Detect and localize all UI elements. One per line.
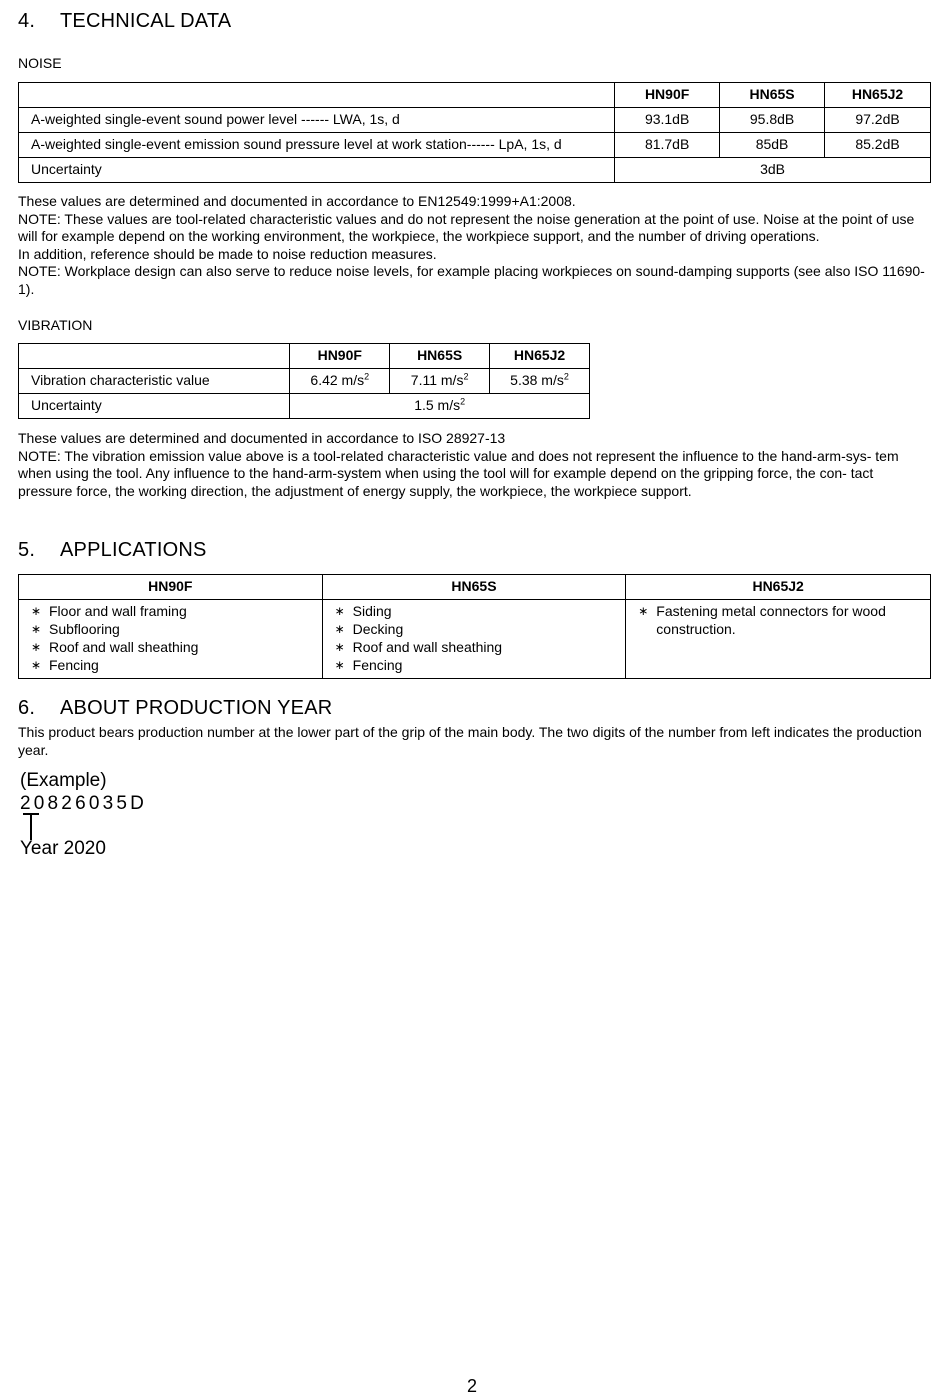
list-item xyxy=(31,602,310,620)
table-cell xyxy=(390,369,490,394)
asterisk-bullet-icon: ∗ xyxy=(31,658,42,672)
unit-exponent: 2 xyxy=(364,371,370,382)
table-header-row xyxy=(19,83,931,108)
example-label: (Example) xyxy=(20,770,107,791)
applications-table xyxy=(18,574,931,679)
note-paragraph: These values are determined and documented in accordance to EN12549:1999+A1:2008. xyxy=(18,193,576,209)
section-title: ABOUT PRODUCTION YEAR xyxy=(60,697,333,719)
section-4-heading xyxy=(18,10,232,32)
list-item-text: Roof and wall sheathing xyxy=(49,639,199,655)
table-cell: 93.1dB xyxy=(615,108,720,133)
table-header-cell: HN65J2 xyxy=(626,575,931,600)
vibration-table xyxy=(18,343,590,419)
section-5-heading xyxy=(18,539,207,561)
table-cell: 95.8dB xyxy=(720,108,825,133)
vibration-label: VIBRATION xyxy=(18,317,93,333)
section-number: 6. xyxy=(18,697,36,719)
applications-cell xyxy=(19,600,323,679)
row-label: A-weighted single-event emission sound pressure level at work station------ LpA, 1s, d xyxy=(19,133,615,158)
table-header-cell: HN65S xyxy=(322,575,626,600)
row-label: Vibration characteristic value xyxy=(19,369,290,394)
list-item-text: Roof and wall sheathing xyxy=(352,639,503,655)
table-cell: 85dB xyxy=(720,133,825,158)
section-title: TECHNICAL DATA xyxy=(60,10,232,32)
note-paragraph: NOTE: Workplace design can also serve to reduce noise levels, for example placing workpieces on sound-damping supports (see also ISO 11690-1). xyxy=(18,263,925,297)
asterisk-bullet-icon: ∗ xyxy=(638,604,649,618)
note-paragraph: These values are determined and documented in accordance to ISO 28927-13 xyxy=(18,430,506,446)
table-cell: 85.2dB xyxy=(825,133,931,158)
table-header-cell: HN65S xyxy=(390,344,490,369)
list-item xyxy=(335,602,614,620)
uncertainty-value: 3dB xyxy=(615,158,931,183)
table-row xyxy=(19,600,931,679)
asterisk-bullet-icon: ∗ xyxy=(334,604,345,618)
asterisk-bullet-icon: ∗ xyxy=(334,622,345,636)
list-item xyxy=(335,638,614,656)
asterisk-bullet-icon: ∗ xyxy=(31,622,42,636)
table-header-cell: HN65J2 xyxy=(490,344,590,369)
vibration-notes xyxy=(18,430,931,500)
unit-exponent: 2 xyxy=(563,371,569,382)
unit-exponent: 2 xyxy=(463,371,469,382)
table-header-empty xyxy=(19,83,615,108)
row-label: Uncertainty xyxy=(19,158,615,183)
table-header-cell: HN90F xyxy=(290,344,390,369)
list-item-text: Floor and wall framing xyxy=(49,603,187,619)
example-serial-number: 20826035D xyxy=(20,793,148,814)
section-number: 5. xyxy=(18,539,36,561)
cell-value: 5.38 m/s xyxy=(510,372,564,389)
list-item xyxy=(335,656,614,674)
application-list xyxy=(31,602,310,674)
note-paragraph: NOTE: These values are tool-related characteristic values and do not represent the noise generation at the point of use. Noise at the point of use will for example depend on the working environment, the workpiece, the workpiece support, and the number of driving operations. xyxy=(18,210,915,244)
table-header-cell: HN65J2 xyxy=(825,83,931,108)
list-item-text: Decking xyxy=(352,621,404,637)
note-paragraph: In addition, reference should be made to noise reduction measures. xyxy=(18,245,437,262)
section-number: 4. xyxy=(18,10,36,32)
table-cell xyxy=(490,369,590,394)
noise-notes xyxy=(18,193,931,298)
asterisk-bullet-icon: ∗ xyxy=(31,640,42,654)
row-label: Uncertainty xyxy=(19,394,290,419)
table-cell: 81.7dB xyxy=(615,133,720,158)
cell-value: 7.11 m/s xyxy=(410,372,464,389)
section-title: APPLICATIONS xyxy=(60,539,207,561)
applications-cell xyxy=(626,600,931,679)
unit-exponent: 2 xyxy=(460,396,466,407)
page-number: 2 xyxy=(467,1376,478,1396)
table-header-row xyxy=(19,344,590,369)
table-header-empty xyxy=(19,344,290,369)
note-paragraph: NOTE: The vibration emission value above is a tool-related characteristic value and does not represent the influence to the hand-arm-sys- tem when using the tool. Any influence to the hand-arm-system when using the tool will for example depend on the gripping force, the con- tact pressure force, the working direction, the adjustment of energy supply, the workpiece, the workpiece support. xyxy=(18,447,899,499)
section-6-heading xyxy=(18,697,333,719)
list-item-text: Subflooring xyxy=(49,621,120,637)
row-label: A-weighted single-event sound power level ------ LWA, 1s, d xyxy=(19,108,615,133)
table-header-cell: HN90F xyxy=(615,83,720,108)
asterisk-bullet-icon: ∗ xyxy=(31,604,42,618)
table-row xyxy=(19,133,931,158)
list-item xyxy=(335,620,614,638)
list-item xyxy=(31,620,310,638)
list-item-text: Fastening metal connectors for wood construction. xyxy=(656,603,886,637)
table-cell: 97.2dB xyxy=(825,108,931,133)
table-header-cell: HN65S xyxy=(720,83,825,108)
noise-label: NOISE xyxy=(18,55,62,71)
list-item xyxy=(31,638,310,656)
production-year-text: This product bears production number at the lower part of the grip of the main body. The two digits of the number from left indicates the production year. xyxy=(18,724,922,758)
asterisk-bullet-icon: ∗ xyxy=(334,640,345,654)
noise-table xyxy=(18,82,931,183)
table-row xyxy=(19,158,931,183)
cell-value: 1.5 m/s xyxy=(414,397,461,414)
year-indicator-marker xyxy=(23,812,39,840)
cell-value: 6.42 m/s xyxy=(310,372,365,389)
list-item-text: Fencing xyxy=(352,657,403,673)
list-item-text: Fencing xyxy=(49,657,99,673)
application-list xyxy=(638,602,918,638)
asterisk-bullet-icon: ∗ xyxy=(334,658,345,672)
application-list xyxy=(335,602,614,674)
list-item xyxy=(31,656,310,674)
table-header-cell: HN90F xyxy=(19,575,323,600)
list-item-text: Siding xyxy=(352,603,392,619)
table-header-row xyxy=(19,575,931,600)
table-row xyxy=(19,394,590,419)
table-row xyxy=(19,369,590,394)
list-item xyxy=(638,602,918,638)
applications-cell xyxy=(322,600,626,679)
table-row xyxy=(19,108,931,133)
table-cell xyxy=(290,369,390,394)
uncertainty-value xyxy=(290,394,590,419)
year-label: Year 2020 xyxy=(20,838,106,859)
